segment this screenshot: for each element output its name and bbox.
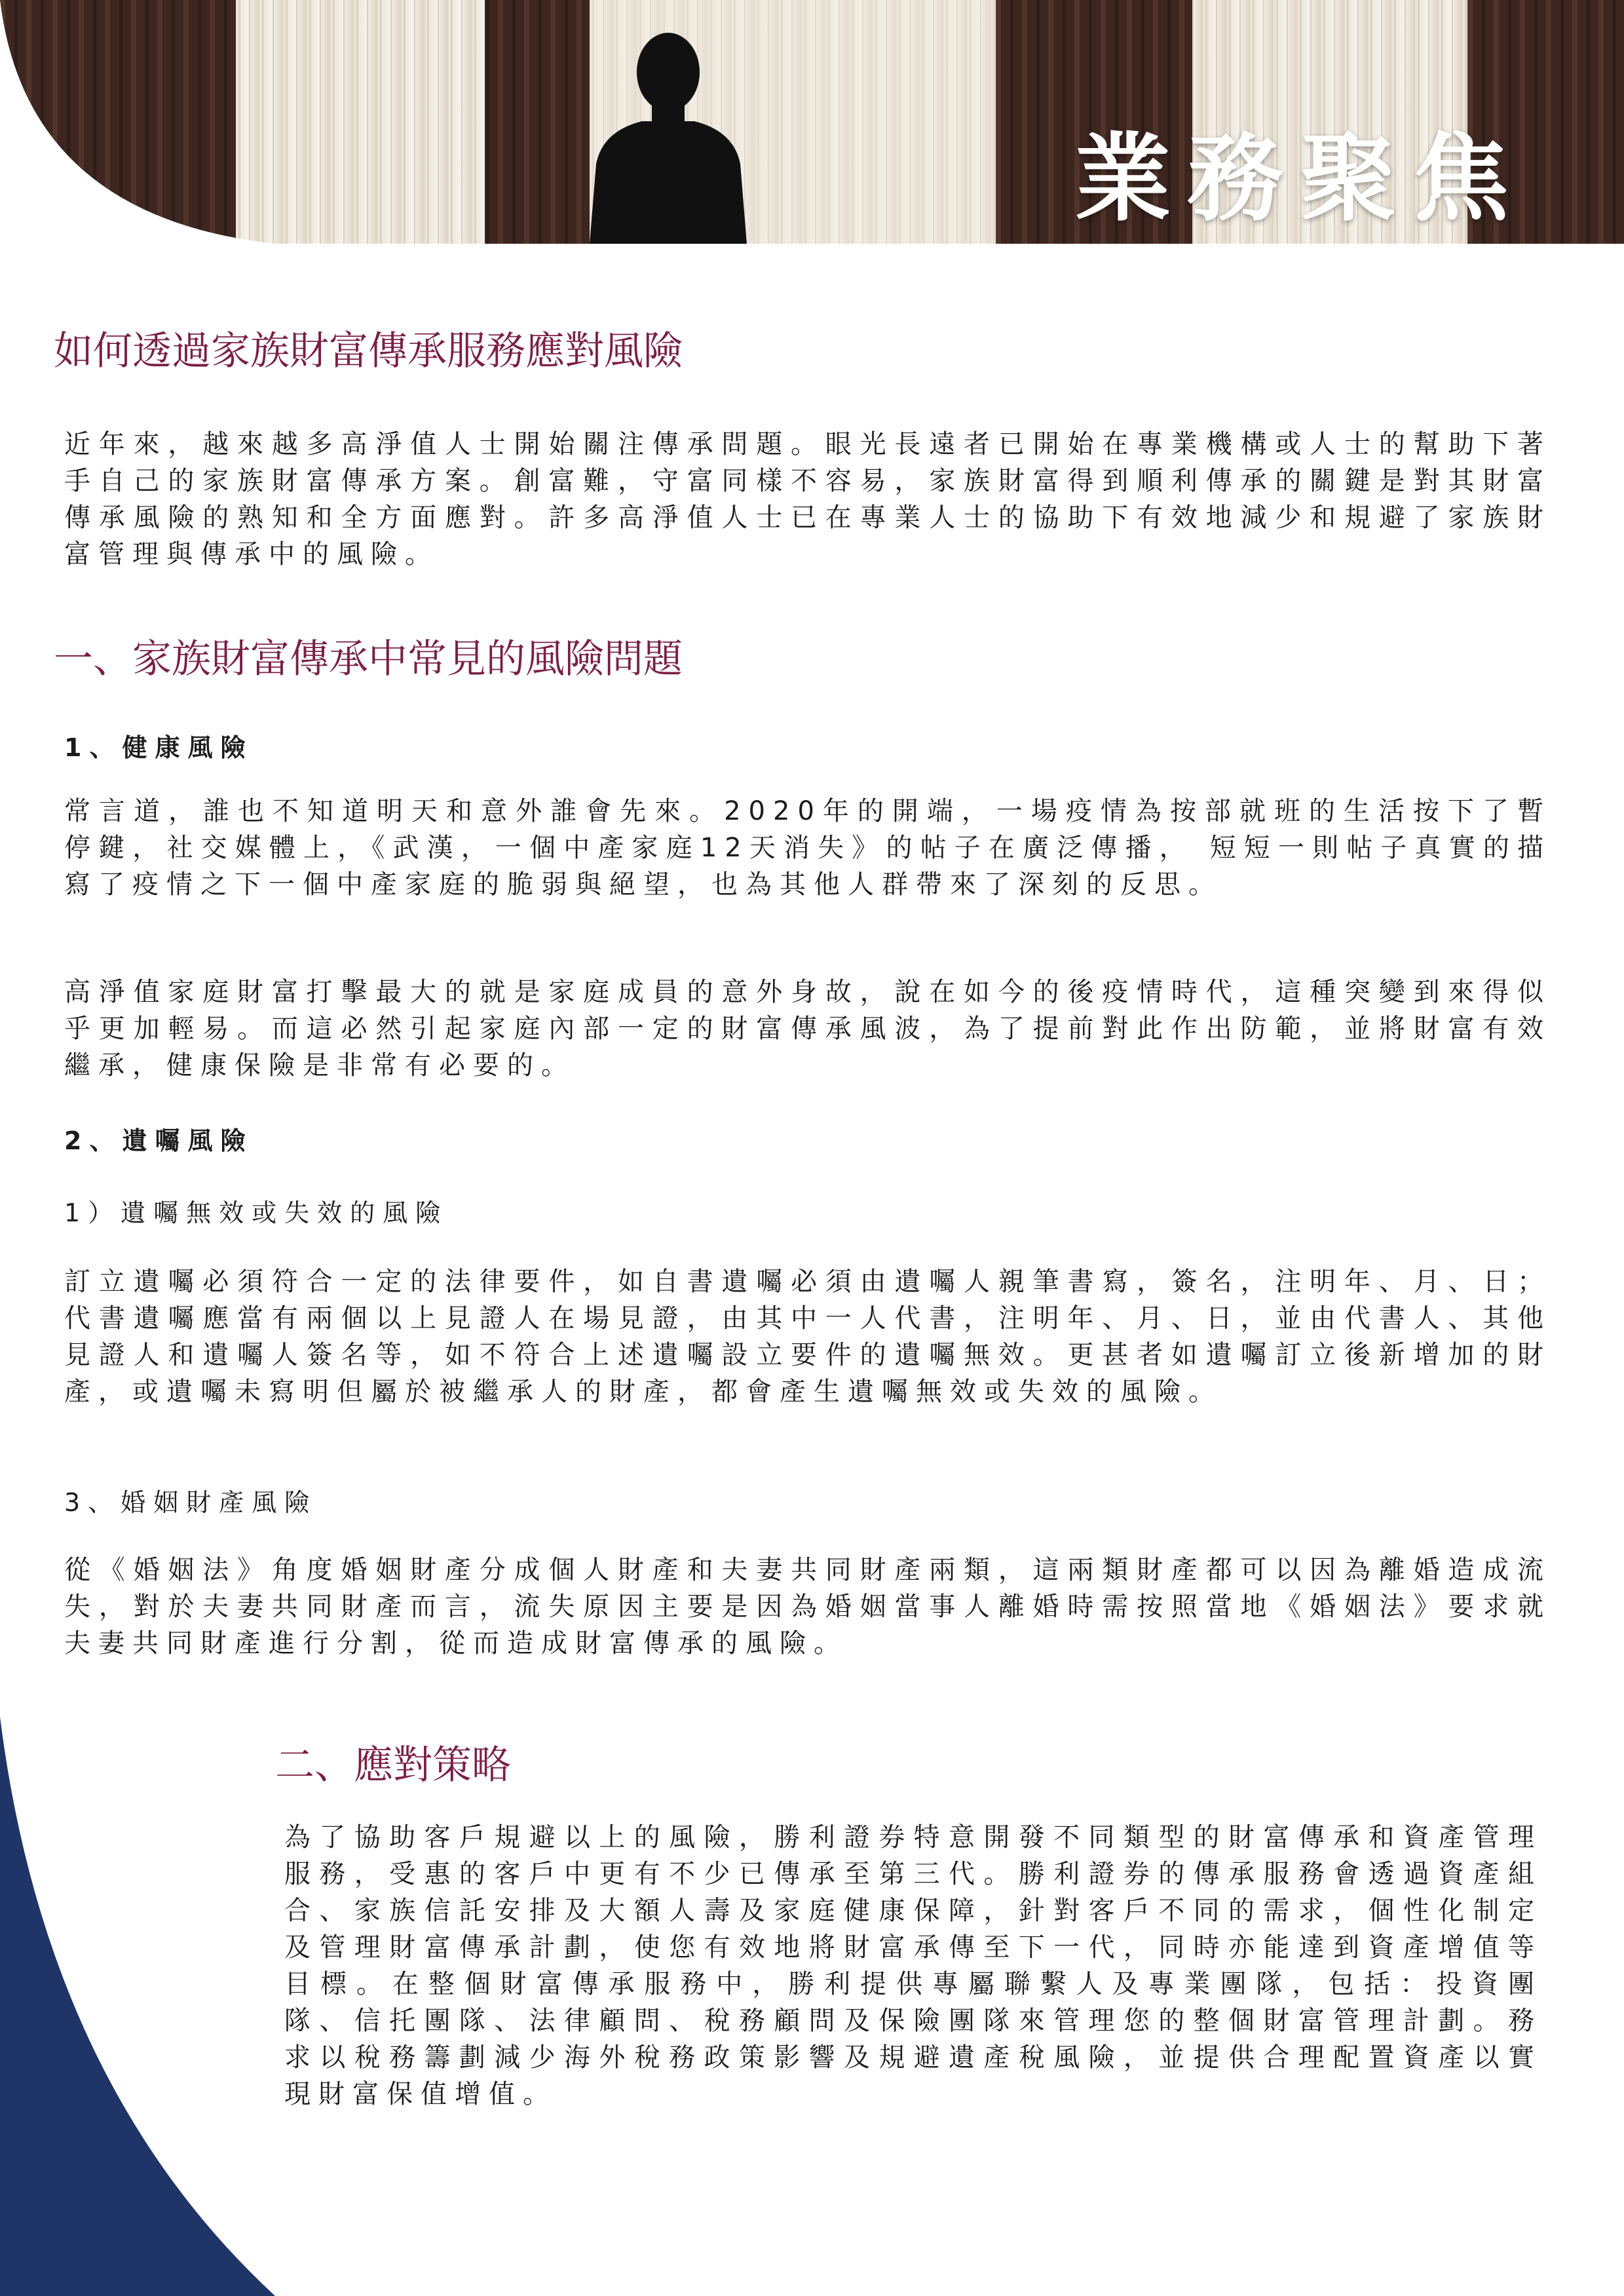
health-risk-paragraph-1: 常言道，誰也不知道明天和意外誰會先來。2020年的開端，一場疫情為按部就班的生活按下了暫停鍵，社交媒體上，《武漢，一個中產家庭12天消失》的帖子在廣泛傳播， 短短一則帖子真實的描寫了疫情之下一個中產家庭的脆弱與絕望，也為其他人群帶來了深刻的反思。 [64,796,1551,900]
health-risk-paragraph-2: 高淨值家庭財富打擊最大的就是家庭成員的意外身故，說在如今的後疫情時代，這種突變到來得似乎更加輕易。而這必然引起家庭內部一定的財富傳承風波，為了提前對此作出防範，並將財富有效繼承，健康保險是非常有必要的。 [64,977,1551,1081]
strategy-paragraph: 為了協助客戶規避以上的風險，勝利證券特意開發不同類型的財富傳承和資產管理服務，受惠的客戶中更有不少已傳承至第三代。勝利證券的傳承服務會透過資產組合、家族信託安排及大額人壽及家庭健康保障，針對客戶不同的需求，個性化制定及管理財富傳承計劃，使您有效地將財富承傳至下一代，同時亦能達到資產增值等目標。在整個財富傳承服務中，勝利提供專屬聯繫人及專業團隊，包括：投資團隊、信托團隊、法律顧問、稅務顧問及保險團隊來管理您的整個財富管理計劃。務求以稅務籌劃減少海外稅務政策影響及規避遺產稅風險，並提供合理配置資產以實現財富保值增值。 [284,1822,1542,2109]
section2-heading: 二、應對策略 [275,1742,511,1788]
health-risk-heading: 1、健康風險 [64,733,254,762]
section1-heading: 一、家族財富傳承中常見的風險問題 [54,636,683,682]
banner-title: 業務聚焦 [1075,123,1526,235]
footer-navy-curve [0,1717,328,2296]
will-invalid-subheading: 1）遺囑無效或失效的風險 [64,1198,449,1227]
article-title: 如何透過家族財富傳承服務應對風險 [54,328,683,374]
intro-paragraph: 近年來，越來越多高淨值人士開始關注傳承問題。眼光長遠者已開始在專業機構或人士的幫助下著手自己的家族財富傳承方案。創富難，守富同樣不容易，家族財富得到順利傳承的關鍵是對其財富傳承風險的熟知和全方面應對。許多高淨值人士已在專業人士的協助下有效地減少和規避了家族財富管理與傳承中的風險。 [64,429,1551,569]
marriage-risk-paragraph: 從《婚姻法》角度婚姻財產分成個人財產和夫妻共同財產兩類，這兩類財產都可以因為離婚造成流失，對於夫妻共同財產而言，流失原因主要是因為婚姻當事人離婚時需按照當地《婚姻法》要求就夫妻共同財產進行分割，從而造成財富傳承的風險。 [64,1555,1551,1658]
marriage-risk-heading: 3、婚姻財產風險 [64,1488,318,1517]
will-risk-heading: 2、遺囑風險 [64,1126,254,1155]
header-banner [0,0,1624,244]
will-risk-paragraph: 訂立遺囑必須符合一定的法律要件，如自書遺囑必須由遺囑人親筆書寫，簽名，注明年、月、日；代書遺囑應當有兩個以上見證人在場見證，由其中一人代書，注明年、月、日，並由代書人、其他見證人和遺囑人簽名等，如不符合上述遺囑設立要件的遺囑無效。更甚者如遺囑訂立後新增加的財產，或遺囑未寫明但屬於被繼承人的財產，都會產生遺囑無效或失效的風險。 [64,1267,1551,1407]
